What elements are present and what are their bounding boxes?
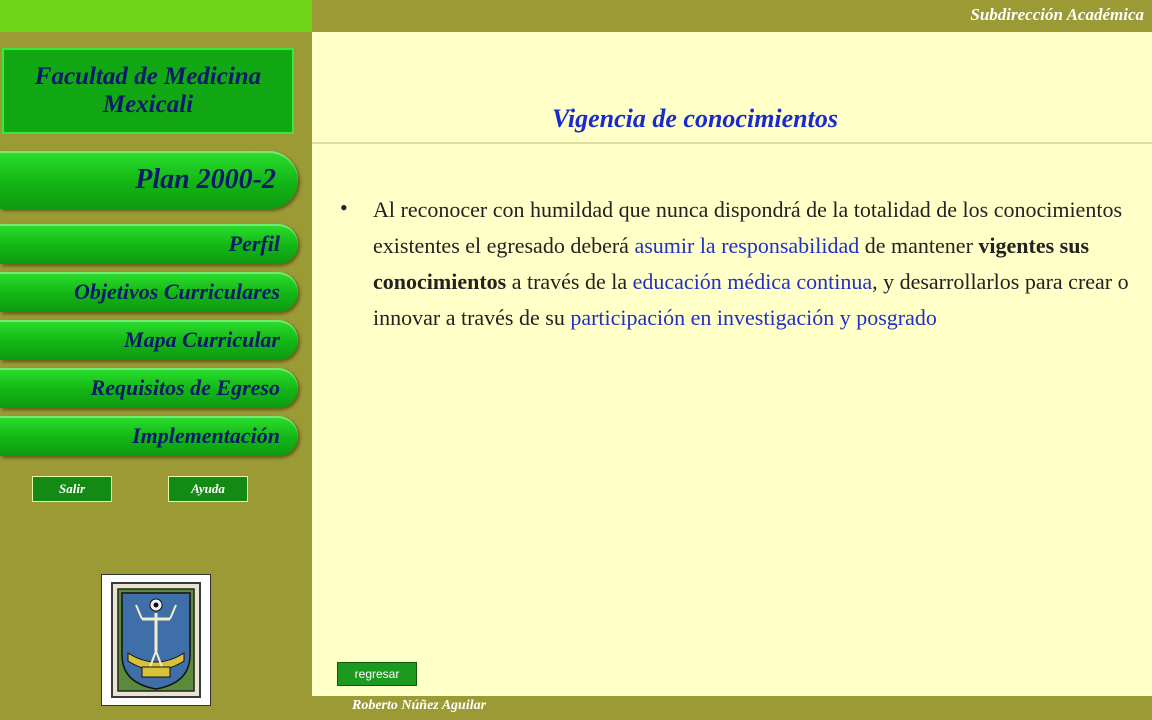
faculty-name: Facultad de Medicina: [34, 63, 262, 90]
nav-item-label: Requisitos de Egreso: [90, 375, 280, 400]
faculty-campus: Mexicali: [102, 91, 194, 118]
bullet-icon: •: [340, 195, 348, 220]
regresar-button[interactable]: regresar: [337, 662, 417, 686]
seal-icon: [102, 575, 210, 705]
nav-objetivos-curriculares[interactable]: [0, 272, 298, 312]
nav-item-label: Perfil: [228, 231, 280, 256]
text-run-highlight: educación médica continua: [632, 269, 873, 294]
nav-plan-label: Plan 2000-2: [135, 164, 276, 195]
subdireccion-title: Subdirección Académica: [970, 5, 1144, 24]
text-run: a través de la: [506, 269, 633, 294]
text-run-highlight: participación en investigación y posgrado: [570, 305, 937, 330]
top-left-bar: [0, 0, 312, 32]
text-run: Al reconocer con humildad que nunca dispondrá de la totalidad de los conocimientos existentes el egresado deberá: [373, 197, 1122, 258]
university-seal-logo: [101, 574, 211, 706]
salir-button[interactable]: Salir: [32, 476, 112, 502]
nav-implementacion[interactable]: [0, 416, 298, 456]
text-run-bold: vigentes sus conocimientos: [373, 233, 1090, 294]
text-run-highlight: asumir la responsabilidad: [634, 233, 860, 258]
faculty-box: [2, 48, 294, 134]
author-credit: Roberto Núñez Aguilar: [352, 698, 487, 713]
nav-mapa-curricular[interactable]: [0, 320, 298, 360]
nav-item-label: Objetivos Curriculares: [74, 279, 280, 304]
text-run: , y desarrollarlos para crear o innovar a través de su: [373, 269, 1129, 330]
ayuda-button[interactable]: Ayuda: [168, 476, 248, 502]
heading-divider: [312, 142, 1152, 144]
nav-plan-2000-2[interactable]: [0, 151, 298, 209]
nav-item-label: Implementación: [132, 423, 280, 448]
nav-perfil[interactable]: [0, 224, 298, 264]
page-title: Vigencia de conocimientos: [552, 104, 838, 133]
nav-item-label: Mapa Curricular: [124, 327, 280, 352]
nav-requisitos-de-egreso[interactable]: [0, 368, 298, 408]
top-right-bar: [312, 0, 1152, 32]
body-paragraph: [373, 192, 1133, 336]
text-run: de mantener: [859, 233, 979, 258]
